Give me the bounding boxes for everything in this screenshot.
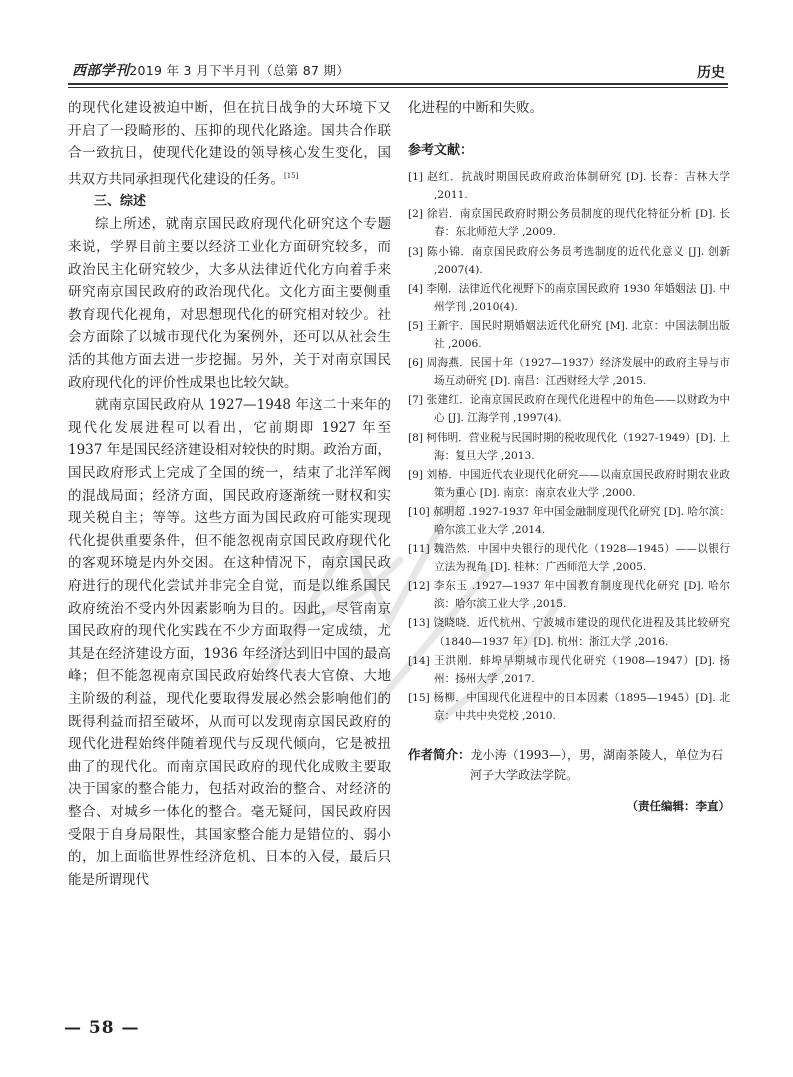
reference-item: [14] 王洪刚．蚌埠早期城市现代化研究（1908—1947）[D]. 扬州：扬州大学 ,2017. bbox=[408, 654, 730, 685]
references-heading: 参考文献： bbox=[408, 142, 474, 158]
reference-item: [8] 柯伟明．营业税与民国时期的税收现代化（1927-1949）[D]. 上海：复旦大学 ,2013. bbox=[408, 431, 730, 462]
page-header bbox=[0, 0, 793, 90]
left-column bbox=[68, 97, 391, 891]
paragraph-continuation: 化进程的中断和失败。 bbox=[408, 100, 543, 116]
paragraph-1 bbox=[68, 97, 391, 191]
reference-item: [4] 李刚．法律近代化视野下的南京国民政府 1930 年婚姻法 [J]. 中州学刊 ,2010(4). bbox=[408, 282, 730, 313]
author-bio-text: 龙小涛（1993—），男，湖南茶陵人，单位为石河子大学政法学院。 bbox=[470, 748, 724, 782]
paragraph-2: 综上所述，就南京国民政府现代化研究这个专题来说，学界目前主要以经济工业化方面研究较多，而政治民主化研究较少，大多从法律近代化方向着手来研究南京国民政府的政治现代化。文化方面主要侧重教育现代化视角，对思想现代化的研究相对较少。社会方面除了以城市现代化为案例外，还可以从社会生活的其他方面去进一步挖掘。另外，关于对南京国民政府现代化的评价性成果也比较欠缺。 bbox=[68, 216, 391, 391]
reference-item: [12] 李东玉 .1927—1937 年中国教育制度现代化研究 [D]. 哈尔滨：哈尔滨工业大学 ,2015. bbox=[408, 580, 730, 611]
header-rule-thin bbox=[68, 87, 728, 88]
section-heading-summary: 三、综述 bbox=[94, 193, 147, 209]
reference-list bbox=[408, 168, 730, 725]
reference-item: [11] 魏浩然．中国中央银行的现代化（1928—1945）——以银行立法为视角 [D]. 桂林：广西师范大学 ,2005. bbox=[408, 543, 730, 574]
author-bio-label: 作者简介： bbox=[408, 747, 471, 762]
reference-item: [6] 周海燕．民国十年（1927—1937）经济发展中的政府主导与市场互动研究 [D]. 南昌：江西财经大学 ,2015. bbox=[408, 357, 730, 388]
paragraph-3: 就南京国民政府从 1927—1948 年这二十来年的现代化发展进程可以看出，它前期即 1927 年至 1937 年是国民经济建设相对较快的时期。政治方面，国民政府形式上完成了全国的统一，结束了北洋军阀的混战局面；经济方面，国民政府逐渐统一财权和实现关税自主；等等。这些方面为国民政府可能实现现代化提供重要条件，但不能忽视南京国民政府现代化的客观环境是内外交困。在这种情况下，南京国民政府进行的现代化尝试并非完全自觉，而是以维系国民政府统治不受内外因素影响为目的。因此，尽管南京国民政府的现代化实践在不少方面取得一定成绩，尤其是在经济建设方面，1936 年经济达到旧中国的最高峰；但不能忽视南京国民政府始终代表大官僚、大地主阶级的利益，现代化要取得发展必然会影响他们的既得利益而招至破坏，从而可以发现南京国民政府的现代化进程始终伴随着现代与反现代倾向，它是被扭曲了的现代化。而南京国民政府的现代化成败主要取决于国家的整合能力，包括对政治的整合、对经济的整合、对城乡一体化的整合。毫无疑问，国民政府因受限于自身局限性，其国家整合能力是错位的、弱小的，加上面临世界性经济危机、日本的入侵，最后只能是所谓现代 bbox=[68, 397, 391, 888]
journal-title bbox=[72, 60, 349, 80]
reference-item: [13] 饶晓晓．近代杭州、宁波城市建设的现代化进程及其比较研究（1840—1937 年）[D]. 杭州：浙江大学 ,2016. bbox=[408, 617, 730, 648]
reference-item: [15] 杨柳．中国现代化进程中的日本因素（1895—1945）[D]. 北京：中共中央党校 ,2010. bbox=[408, 691, 730, 722]
journal-issue: 2019 年 3 月下半月刊（总第 87 期） bbox=[129, 63, 350, 78]
reference-item: [9] 刘椿．中国近代农业现代化研究——以南京国民政府时期农业政策为重心 [D]. 南京：南京农业大学 ,2000. bbox=[408, 468, 730, 499]
paragraph-1-text: 的现代化建设被迫中断，但在抗日战争的大环境下又开启了一段畸形的、压抑的现代化路途。国共合作联合一致抗日，使现代化建设的领导核心发生变化，国共双方共同承担现代化建设的任务。 bbox=[68, 100, 391, 188]
header-rule-thick bbox=[68, 83, 728, 85]
page-number: — 58 — bbox=[64, 1018, 140, 1038]
journal-brand: 西部学刊 bbox=[72, 63, 130, 79]
reference-item: [3] 陈小锦．南京国民政府公务员考选制度的近代化意义 [J]. 创新 ,2007(4). bbox=[408, 245, 730, 276]
reference-item: [7] 张建红．论南京国民政府在现代化进程中的角色——以财政为中心 [J]. 江海学刊 ,1997(4). bbox=[408, 394, 730, 425]
author-bio bbox=[408, 745, 730, 785]
editor-note: （责任编辑：李直） bbox=[626, 799, 730, 813]
reference-item: [1] 赵红．抗战时期国民政府政治体制研究 [D]. 长春：吉林大学 ,2011. bbox=[408, 171, 730, 202]
right-column bbox=[408, 97, 730, 818]
reference-item: [10] 郝明超 .1927-1937 年中国金融制度现代化研究 [D]. 哈尔滨：哈尔滨工业大学 ,2014. bbox=[408, 505, 730, 536]
reference-item: [5] 王新宇．国民时期婚姻法近代化研究 [M]. 北京：中国法制出版社 ,2006. bbox=[408, 319, 730, 351]
citation-15: [15] bbox=[284, 171, 299, 180]
section-label: 历史 bbox=[697, 65, 725, 81]
reference-item: [2] 徐岩．南京国民政府时期公务员制度的现代化特征分析 [D]. 长春：东北师范大学 ,2009. bbox=[408, 208, 730, 239]
